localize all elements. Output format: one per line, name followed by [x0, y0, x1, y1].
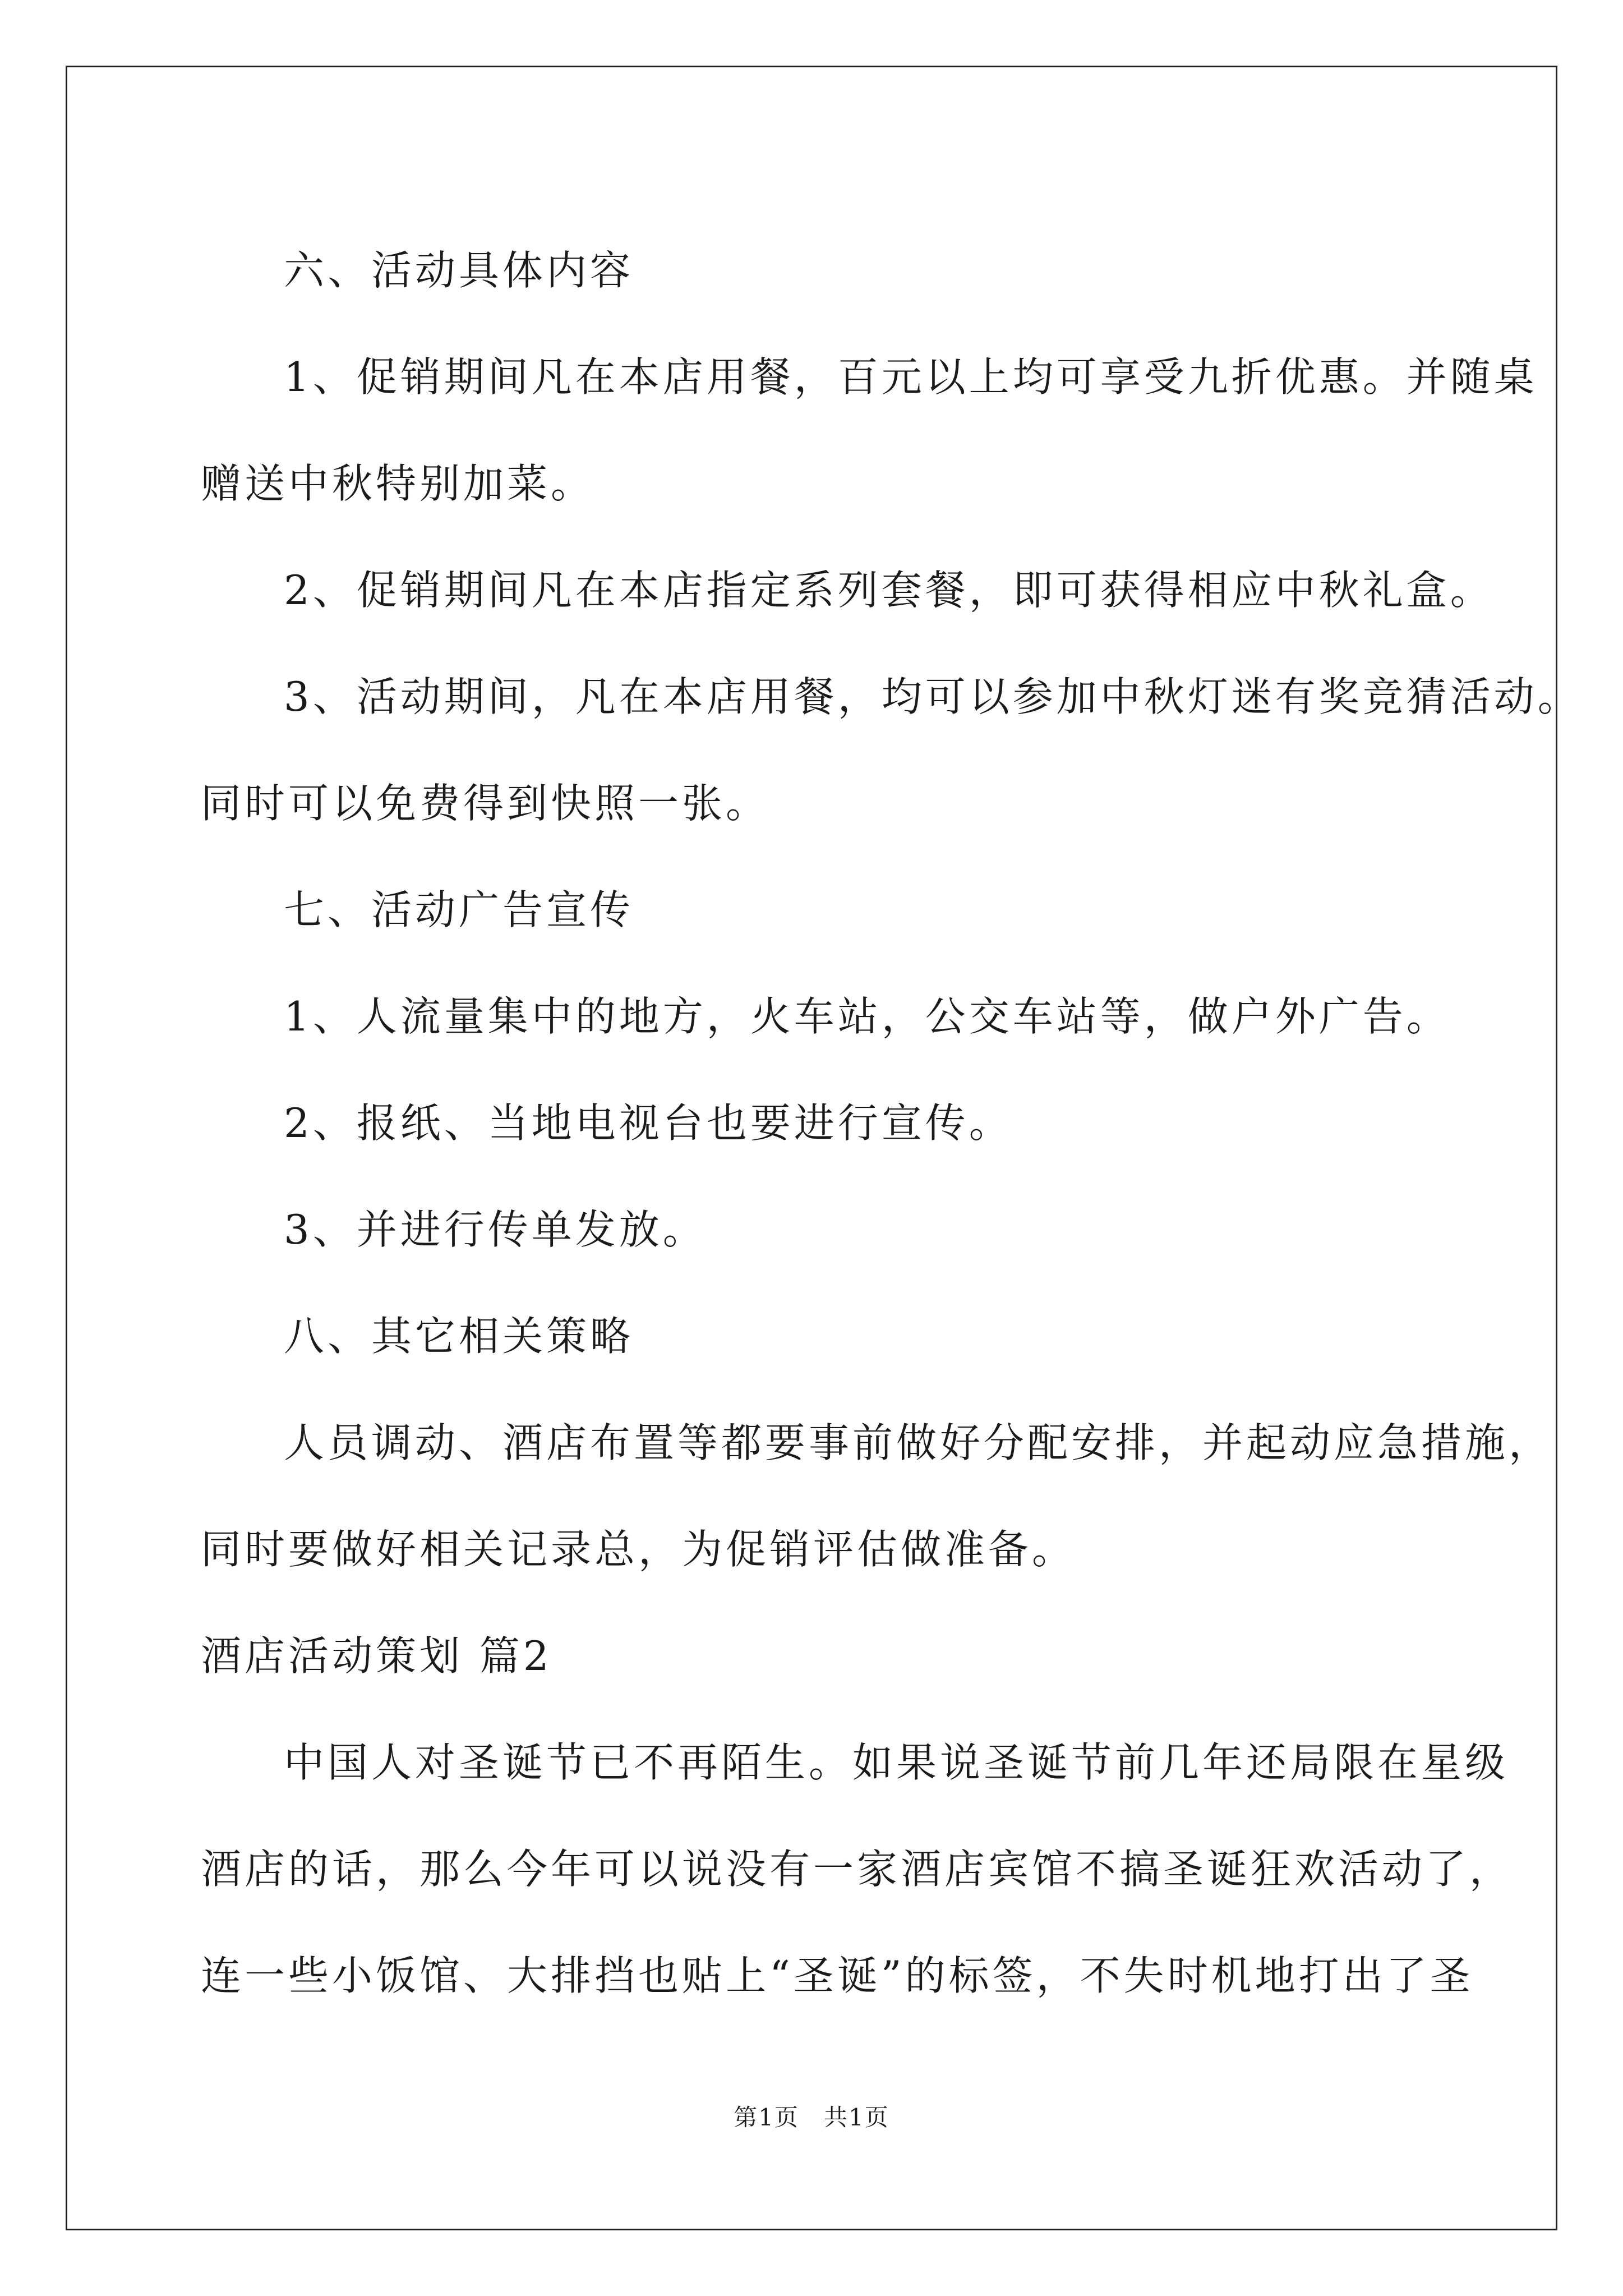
paragraph: 赠送中秋特别加菜。 [201, 460, 595, 507]
section-heading: 七、活动广告宣传 [284, 886, 634, 933]
paragraph: 酒店的话，那么今年可以说没有一家酒店宾馆不搞圣诞狂欢活动了， [201, 1846, 1514, 1893]
paragraph: 人员调动、酒店布置等都要事前做好分配安排，并起动应急措施， [284, 1419, 1553, 1466]
paragraph: 1、人流量集中的地方，火车站，公交车站等，做户外广告。 [284, 993, 1450, 1040]
page-footer: 第1页 共1页 [734, 2104, 889, 2131]
paragraph: 2、报纸、当地电视台也要进行宣传。 [284, 1099, 1013, 1147]
paragraph: 连一些小饭馆、大排挡也贴上“圣诞”的标签，不失时机地打出了圣 [201, 1952, 1474, 1999]
paragraph: 3、并进行传单发放。 [284, 1206, 707, 1253]
paragraph: 2、促销期间凡在本店指定系列套餐，即可获得相应中秋礼盒。 [284, 567, 1494, 614]
paragraph: 同时要做好相关记录总，为促销评估做准备。 [201, 1526, 1076, 1573]
paragraph: 3、活动期间，凡在本店用餐，均可以参加中秋灯迷有奖竞猜活动。 [284, 673, 1581, 720]
paragraph: 1、促销期间凡在本店用餐，百元以上均可享受九折优惠。并随桌 [284, 353, 1538, 401]
section-heading: 八、其它相关策略 [284, 1313, 634, 1360]
paragraph: 同时可以免费得到快照一张。 [201, 780, 770, 827]
paragraph: 中国人对圣诞节已不再陌生。如果说圣诞节前几年还局限在星级 [284, 1739, 1509, 1786]
article-title: 酒店活动策划 篇2 [201, 1632, 552, 1680]
paragraph: 六、活动具体内容 [284, 247, 634, 294]
document-body [201, 217, 1581, 2029]
